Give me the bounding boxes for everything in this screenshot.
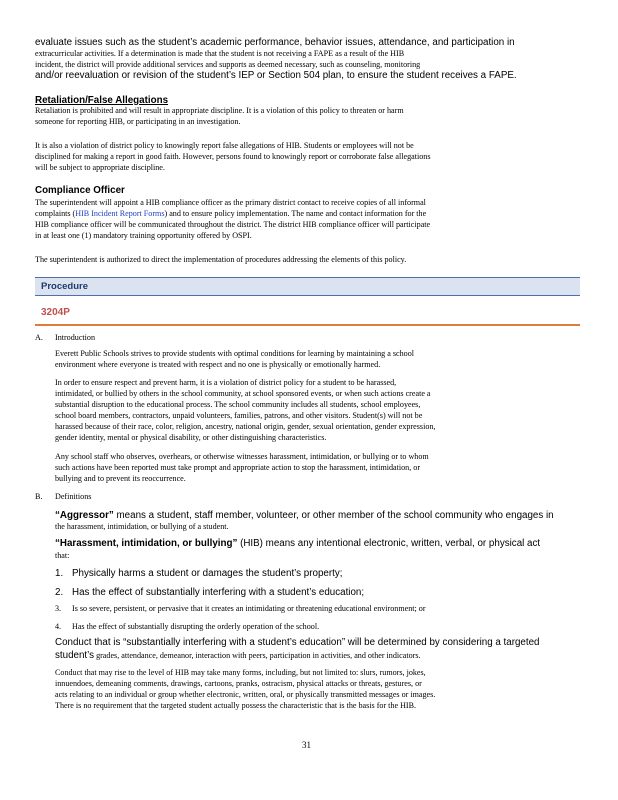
compliance-line-2b: ) and to ensure policy implementation. The name and contact information for the — [164, 209, 427, 218]
intro-p3-line-2: such actions have been reported must take prompt and appropriate action to stop the harassment, intimidation, or — [55, 463, 421, 472]
intro-p2-line-5: harassed because of their race, color, religion, ancestry, national origin, gender, sexual orientation, gender expression, — [55, 422, 436, 431]
hib-item-4 — [55, 622, 320, 632]
compliance-line-2 — [35, 209, 426, 219]
conduct-line-2b: grades, attendance, demeanor, interaction with peers, participation in activities, and other indicators. — [94, 651, 421, 660]
intro-p1-line-2: environment where everyone is treated with respect and no one is physically or emotionally harmed. — [55, 360, 381, 369]
forms-line-4: There is no requirement that the targeted student actually possess the characteristic that is the basis for the HIB. — [55, 701, 417, 710]
intro-p2-line-4: school board members, contractors, unpaid volunteers, families, patrons, and other visitors. Student(s) will not be — [55, 411, 423, 420]
procedure-banner-label: Procedure — [41, 281, 88, 292]
hib-item-number: 3. — [55, 604, 62, 613]
hib-item-1 — [55, 568, 343, 579]
intro-p2-line-1: In order to ensure respect and prevent harm, it is a violation of district policy for a student to be harassed, — [55, 378, 397, 387]
hib-item-number: 2. — [55, 587, 64, 598]
compliance-line-3: HIB compliance officer will be communicated throughout the district. The district HIB compliance officer will participate — [35, 220, 431, 229]
false-report-line-1: It is also a violation of district policy to knowingly report false allegations of HIB. Students or employees will not be — [35, 141, 414, 150]
aggressor-line-2: the harassment, intimidation, or bullying of a student. — [55, 522, 229, 531]
procedure-divider — [35, 324, 580, 326]
intro-p2-line-6: gender identity, mental or physical disability, or other distinguishing characteristics. — [55, 433, 327, 442]
hib-incident-report-forms-link[interactable]: HIB Incident Report Forms — [75, 209, 165, 218]
retaliation-heading: Retaliation/False Allegations — [35, 95, 169, 106]
aggressor-definition: means a student, staff member, volunteer, or other member of the school community who engages in — [113, 510, 554, 521]
hib-item-text: Has the effect of substantially interfering with a student’s education; — [72, 587, 365, 598]
aggressor-term: “Aggressor” — [55, 510, 114, 521]
compliance-heading: Compliance Officer — [35, 185, 125, 196]
section-b-label: B. — [35, 492, 43, 501]
conduct-line-2a: student’s — [55, 650, 95, 661]
section-b-heading: Definitions — [55, 492, 92, 501]
intro-p2-line-3: substantial disruption to the educational process. The school community includes all students, school employees, — [55, 400, 421, 409]
conduct-line-2 — [55, 650, 421, 661]
top-line-4: and/or reevaluation or revision of the student’s IEP or Section 504 plan, to ensure the student receives a FAPE. — [35, 70, 517, 81]
hib-item-text: Is so severe, persistent, or pervasive that it creates an intimidating or threatening educational environment; or — [72, 604, 426, 613]
procedure-code: 3204P — [41, 307, 70, 318]
page-number: 31 — [302, 740, 311, 750]
forms-line-1: Conduct that may rise to the level of HIB may take many forms, including, but not limited to: slurs, rumors, jokes, — [55, 668, 426, 677]
hib-term: “Harassment, intimidation, or bullying” — [55, 538, 238, 549]
compliance-line-1: The superintendent will appoint a HIB compliance officer as the primary district contact to receive copies of all informal — [35, 198, 426, 207]
hib-definition-line-2: that: — [55, 551, 70, 560]
retaliation-line-2: someone for reporting HIB, or participating in an investigation. — [35, 117, 241, 126]
compliance-line-2a: complaints ( — [35, 209, 76, 218]
aggressor-line-1 — [55, 510, 554, 521]
hib-item-text: Has the effect of substantially disrupting the orderly operation of the school. — [72, 622, 320, 631]
top-line-1: evaluate issues such as the student’s academic performance, behavior issues, attendance, and participation in — [35, 37, 515, 48]
compliance-line-4: in at least one (1) mandatory training opportunity offered by OSPI. — [35, 231, 252, 240]
hib-item-number: 4. — [55, 622, 62, 631]
false-report-line-3: will be subject to appropriate discipline. — [35, 163, 165, 172]
intro-p3-line-3: bullying and to prevent its reoccurrence. — [55, 474, 186, 483]
intro-p1-line-1: Everett Public Schools strives to provide students with optimal conditions for learning by maintaining a school — [55, 349, 414, 358]
superintendent-line: The superintendent is authorized to direct the implementation of procedures addressing the elements of this policy. — [35, 255, 407, 264]
top-line-3: incident, the district will provide additional services and supports as deemed necessary, such as counseling, monitoring — [35, 60, 421, 69]
retaliation-line-1: Retaliation is prohibited and will result in appropriate discipline. It is a violation of this policy to threaten or harm — [35, 106, 404, 115]
hib-item-2 — [55, 587, 365, 598]
hib-item-text: Physically harms a student or damages the student’s property; — [72, 568, 343, 579]
section-a-label: A. — [35, 333, 43, 342]
procedure-banner — [35, 277, 580, 296]
forms-line-3: acts relating to an individual or group whether electronic, written, oral, or physically transmitted messages or images. — [55, 690, 436, 699]
intro-p2-line-2: intimidated, or bullied by others in the school community, at school sponsored events, or when such actions create a — [55, 389, 431, 398]
hib-definition-line-1 — [55, 538, 540, 549]
section-a-heading: Introduction — [55, 333, 96, 342]
forms-line-2: innuendoes, demeaning comments, drawings, cartoons, pranks, ostracism, physical attacks or threats, gestures, or — [55, 679, 422, 688]
conduct-line-1: Conduct that is “substantially interfering with a student’s education” will be determined by considering a targeted — [55, 637, 540, 648]
false-report-line-2: disciplined for making a report in good faith. However, persons found to knowingly report or corroborate false allegations — [35, 152, 431, 161]
hib-item-3 — [55, 604, 426, 614]
intro-p3-line-1: Any school staff who observes, overhears, or otherwise witnesses harassment, intimidation, or bullying or to whom — [55, 452, 429, 461]
top-line-2: extracurricular activities. If a determination is made that the student is not receiving a FAPE as a result of the HIB — [35, 49, 405, 58]
hib-item-number: 1. — [55, 568, 64, 579]
hib-definition: (HIB) means any intentional electronic, written, verbal, or physical act — [237, 538, 541, 549]
